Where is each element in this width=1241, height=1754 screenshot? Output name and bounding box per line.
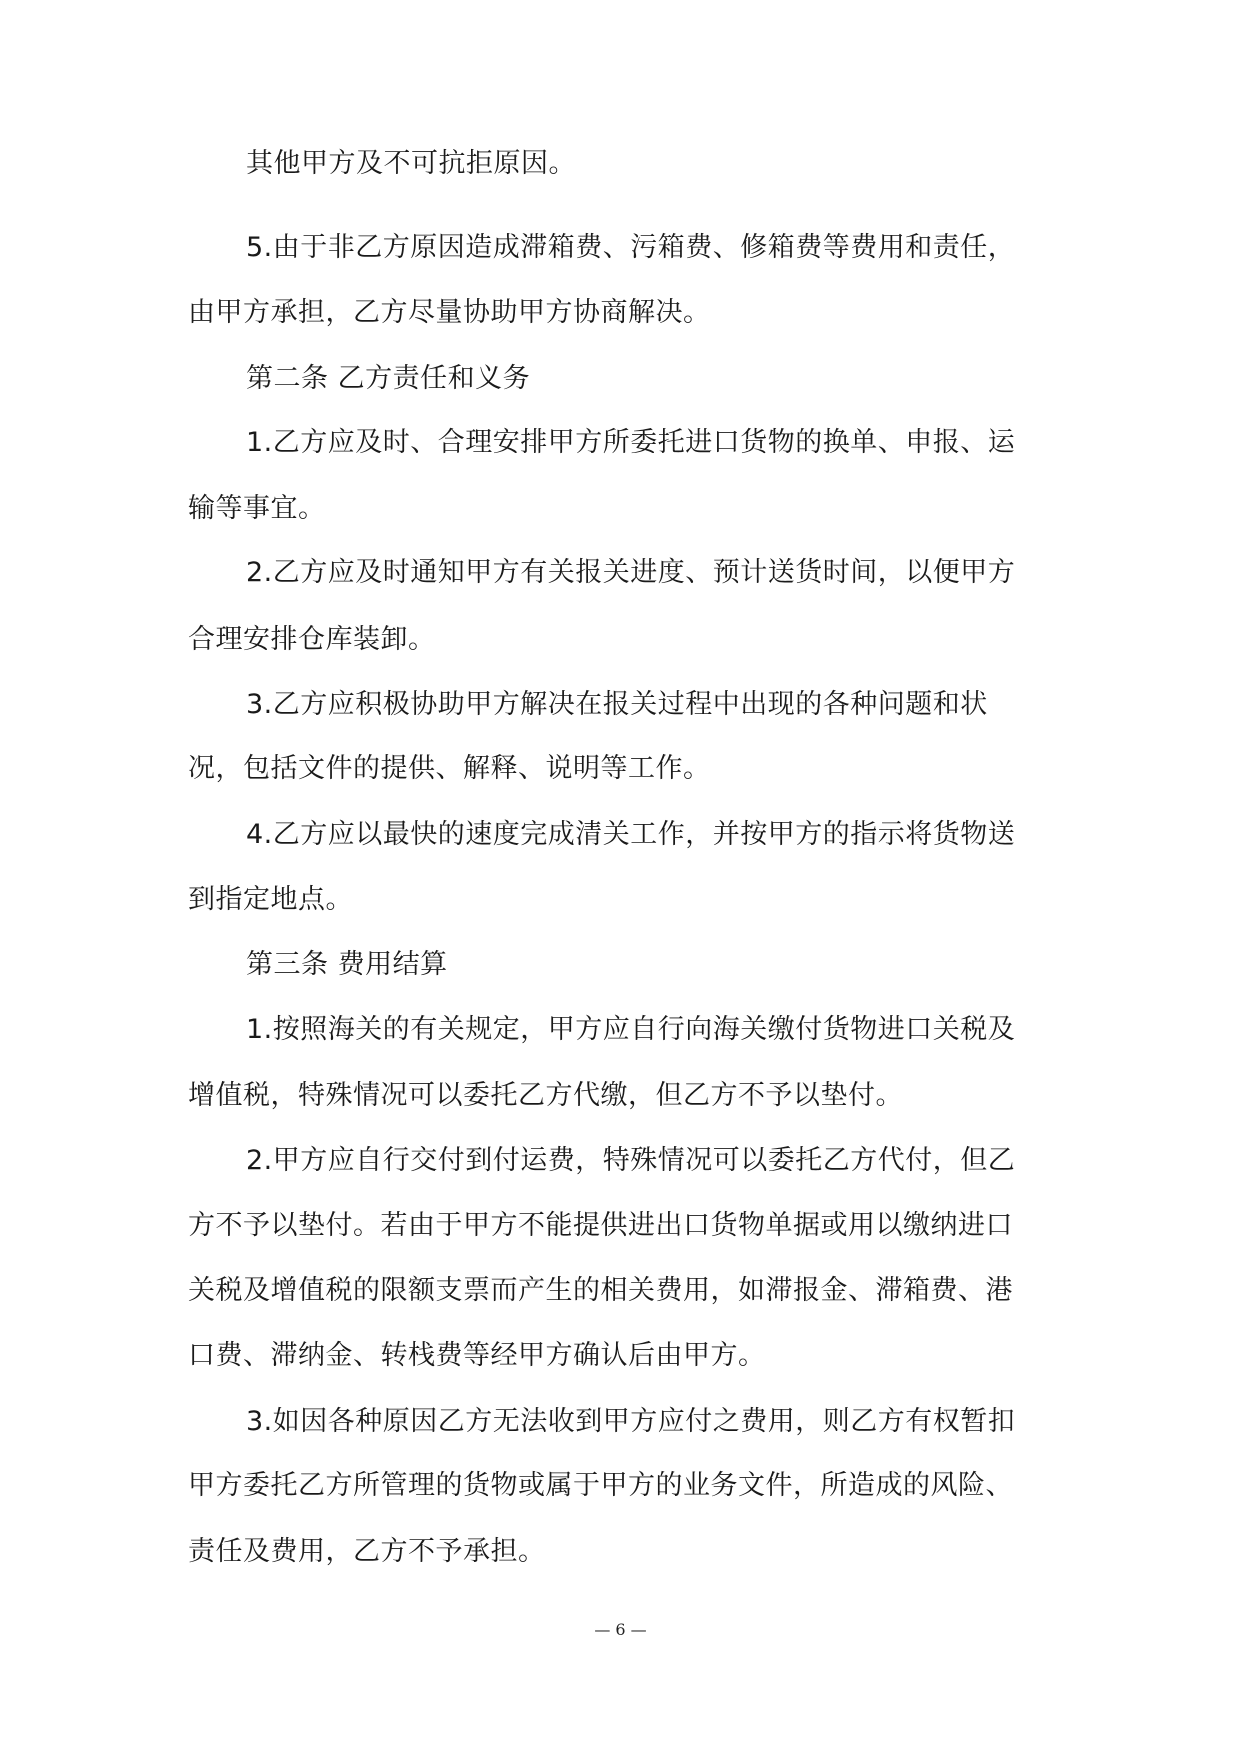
text-line: 输等事宜。 bbox=[188, 493, 326, 524]
text-line: 增值税，特殊情况可以委托乙方代缴，但乙方不予以垫付。 bbox=[188, 1080, 903, 1111]
text-line: 其他甲方及不可抗拒原因。 bbox=[246, 148, 576, 179]
text-line: 到指定地点。 bbox=[188, 884, 353, 915]
text-line: 方不予以垫付。若由于甲方不能提供进出口货物单据或用以缴纳进口 bbox=[188, 1210, 1013, 1241]
text-line: 2.乙方应及时通知甲方有关报关进度、预计送货时间，以便甲方 bbox=[246, 557, 1016, 588]
text-line: 2.甲方应自行交付到付运费，特殊情况可以委托乙方代付，但乙 bbox=[246, 1145, 1016, 1176]
text-line: 关税及增值税的限额支票而产生的相关费用，如滞报金、滞箱费、港 bbox=[188, 1275, 1013, 1306]
text-line: 甲方委托乙方所管理的货物或属于甲方的业务文件，所造成的风险、 bbox=[188, 1470, 1013, 1501]
text-line: 合理安排仓库装卸。 bbox=[188, 624, 436, 655]
text-line: 1.按照海关的有关规定，甲方应自行向海关缴付货物进口关税及 bbox=[246, 1014, 1016, 1045]
text-line: 口费、滞纳金、转栈费等经甲方确认后由甲方。 bbox=[188, 1340, 766, 1371]
text-line: 5.由于非乙方原因造成滞箱费、污箱费、修箱费等费用和责任， bbox=[246, 232, 1016, 263]
section-heading: 第三条 费用结算 bbox=[246, 949, 448, 980]
page-number: — 6 — bbox=[594, 1620, 647, 1639]
text-line: 4.乙方应以最快的速度完成清关工作，并按甲方的指示将货物送 bbox=[246, 819, 1016, 850]
text-line: 况，包括文件的提供、解释、说明等工作。 bbox=[188, 753, 711, 784]
text-line: 3.乙方应积极协助甲方解决在报关过程中出现的各种问题和状 bbox=[246, 689, 988, 720]
text-line: 1.乙方应及时、合理安排甲方所委托进口货物的换单、申报、运 bbox=[246, 427, 1016, 458]
section-heading: 第二条 乙方责任和义务 bbox=[246, 363, 531, 394]
text-line: 3.如因各种原因乙方无法收到甲方应付之费用，则乙方有权暂扣 bbox=[246, 1406, 1016, 1437]
text-line: 由甲方承担，乙方尽量协助甲方协商解决。 bbox=[188, 297, 711, 328]
text-line: 责任及费用，乙方不予承担。 bbox=[188, 1536, 546, 1567]
